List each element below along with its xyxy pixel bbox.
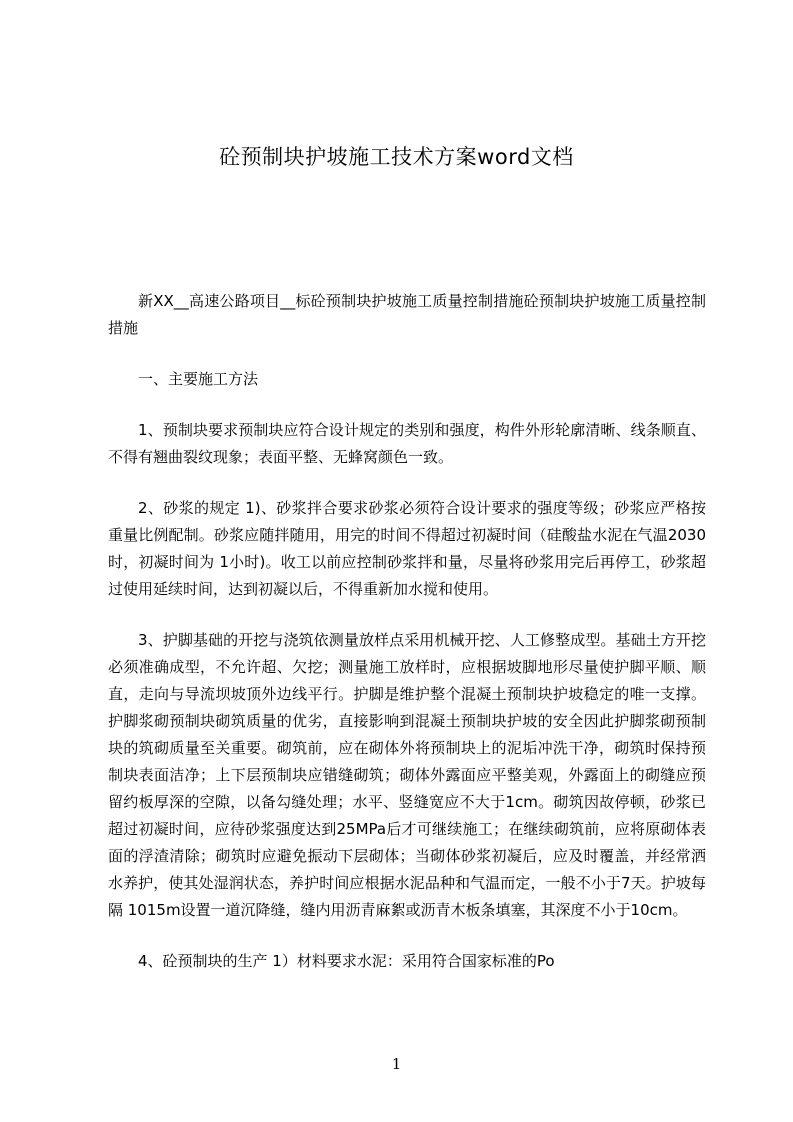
paragraph-mortar: 2、砂浆的规定 1)、砂浆拌合要求砂浆必须符合设计要求的强度等级；砂浆应严格按重量比例配制。砂浆应随拌随用，用完的时间不得超过初凝时间（硅酸盐水泥在气温2030时，初凝时间为 1小时)。收工以前应控制砂浆拌和量，尽量将砂浆用完后再停工，砂浆超过使用延续时间，达到初凝以后，不得重新加水搅和使用。 [108, 499, 706, 598]
page-number: 1 [391, 1055, 402, 1073]
paragraph-production: 4、砼预制块的生产 1）材料要求水泥：采用符合国家标准的Po [138, 952, 555, 970]
paragraph-foundation: 3、护脚基础的开挖与浇筑依测量放样点采用机械开挖、人工修整成型。基础土方开挖必须准确成型，不允许超、欠挖；测量施工放样时，应根据坡脚地形尽量使护脚平顺、顺直，走向与导流坝坡顶外边线平行。护脚是维护整个混凝土预制块护坡稳定的唯一支撑。护脚浆砌预制块砌筑质量的优劣，直接影响到混凝土预制块护坡的安全因此护脚浆砌预制块的筑砌质量至关重要。砌筑前，应在砌体外将预制块上的泥垢冲洗干净，砌筑时保持预制块表面洁净；上下层预制块应错缝砌筑；砌体外露面应平整美观，外露面上的砌缝应预留约板厚深的空隙，以备勾缝处理；水平、竖缝宽应不大于1cm。砌筑因故停顿，砂浆已超过初凝时间，应待砂浆强度达到25MPa后才可继续施工；在继续砌筑前，应将原砌体表面的浮渣清除；砌筑时应避免振动下层砌体；当砌体砂浆初凝后，应及时覆盖，并经常洒水养护，使其处湿润状态，养护时间应根据水泥品种和气温而定，一般不小于7天。护坡每隔 1015m设置一道沉降缝，缝内用沥青麻絮或沥青木板条填塞，其深度不小于10cm。 [108, 631, 706, 919]
paragraph-intro: 新XX__高速公路项目__标砼预制块护坡施工质量控制措施砼预制块护坡施工质量控制措施 [108, 292, 706, 337]
section-heading: 一、主要施工方法 [138, 370, 259, 388]
paragraph-precast-block: 1、预制块要求预制块应符合设计规定的类别和强度，构件外形轮廓清晰、线条顺直、不得有翘曲裂纹现象；表面平整、无蜂窝颜色一致。 [108, 421, 706, 466]
document-title: 砼预制块护坡施工技术方案word文档 [219, 145, 574, 169]
document-body [108, 288, 706, 999]
